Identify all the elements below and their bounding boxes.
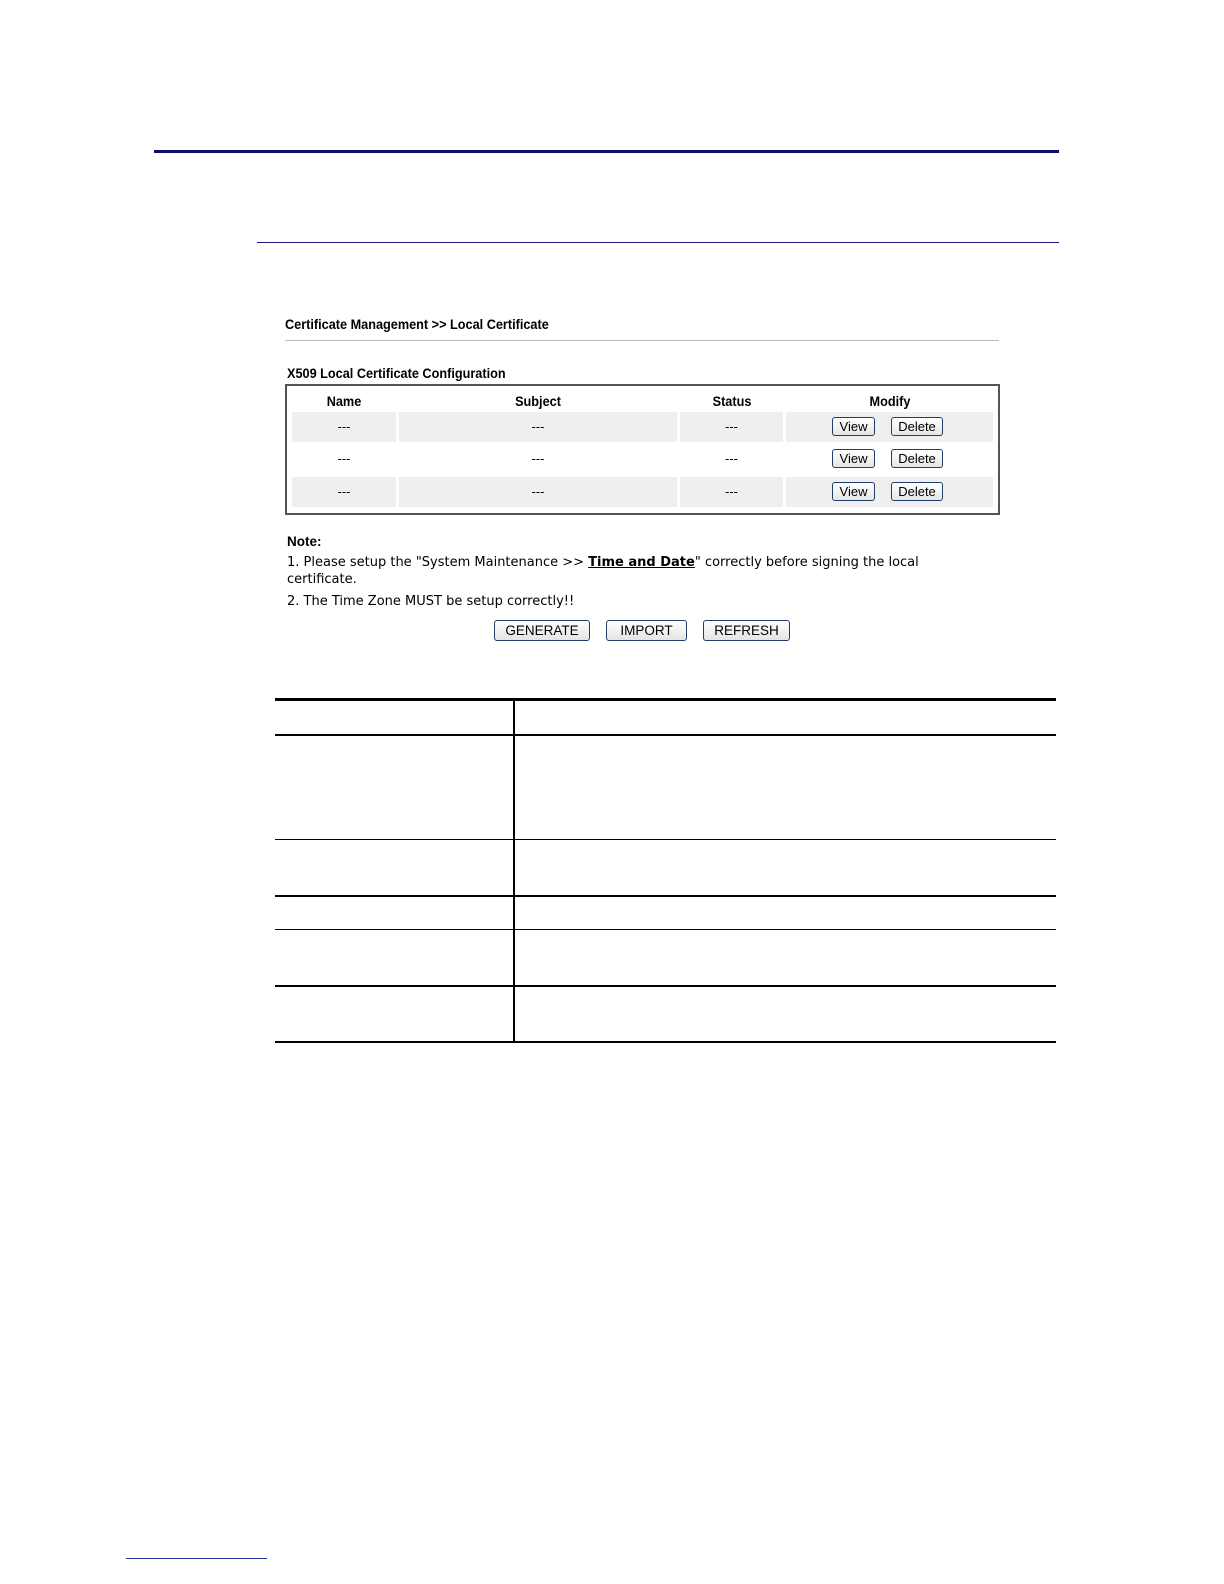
column-header-subject: Subject xyxy=(515,394,561,409)
note-line-1 xyxy=(287,554,919,571)
delete-button[interactable]: Delete xyxy=(891,449,943,468)
delete-button[interactable]: Delete xyxy=(891,482,943,501)
description-table xyxy=(275,698,1056,1043)
header-rule xyxy=(154,150,1059,153)
cert-subject-cell: --- xyxy=(531,452,545,466)
table-rule xyxy=(275,1041,1056,1043)
table-rule xyxy=(275,839,1056,840)
cert-status-cell: --- xyxy=(680,412,783,442)
table-row xyxy=(292,412,993,442)
section-title: X509 Local Certificate Configuration xyxy=(287,366,506,381)
view-button[interactable]: View xyxy=(832,449,875,468)
cert-status-cell: --- xyxy=(725,452,738,466)
import-button[interactable]: IMPORT xyxy=(606,620,687,641)
generate-button[interactable]: GENERATE xyxy=(494,620,590,641)
cert-name-cell: --- xyxy=(292,477,396,507)
note-line-1-prefix: 1. Please setup the "System Maintenance >> xyxy=(287,555,589,570)
note-line-1-suffix: " correctly before signing the local xyxy=(694,555,919,570)
cert-modify-cell xyxy=(786,412,993,442)
local-certificate-panel xyxy=(285,312,1001,652)
delete-button[interactable]: Delete xyxy=(891,417,943,436)
cert-modify-cell xyxy=(786,477,993,507)
certificate-table xyxy=(285,384,1000,515)
table-row xyxy=(292,444,993,474)
note-line-1-continued: certificate. xyxy=(287,572,357,587)
note-line-2: 2. The Time Zone MUST be setup correctly!! xyxy=(287,594,575,609)
column-divider xyxy=(513,700,515,1041)
column-header-name: Name xyxy=(326,394,362,409)
note-title: Note: xyxy=(287,534,322,549)
table-rule xyxy=(275,985,1056,987)
cert-subject-cell: --- xyxy=(399,477,677,507)
cert-subject-cell: --- xyxy=(399,412,677,442)
cert-modify-cell xyxy=(786,444,993,474)
footer-rule xyxy=(126,1558,267,1559)
breadcrumb-divider xyxy=(285,340,999,341)
table-rule xyxy=(275,929,1056,930)
cert-status-cell: --- xyxy=(680,477,783,507)
breadcrumb: Certificate Management >> Local Certificate xyxy=(285,317,549,332)
view-button[interactable]: View xyxy=(832,482,875,501)
column-header-status: Status xyxy=(712,394,752,409)
column-header-modify: Modify xyxy=(869,394,911,409)
view-button[interactable]: View xyxy=(832,417,875,436)
cert-name-cell: --- xyxy=(337,452,351,466)
table-row xyxy=(292,477,993,507)
table-rule xyxy=(275,895,1056,897)
table-rule xyxy=(275,698,1056,701)
table-rule xyxy=(275,734,1056,736)
section-rule xyxy=(257,242,1059,243)
refresh-button[interactable]: REFRESH xyxy=(703,620,790,641)
cert-name-cell: --- xyxy=(292,412,396,442)
time-and-date-link[interactable]: Time and Date xyxy=(588,555,695,570)
